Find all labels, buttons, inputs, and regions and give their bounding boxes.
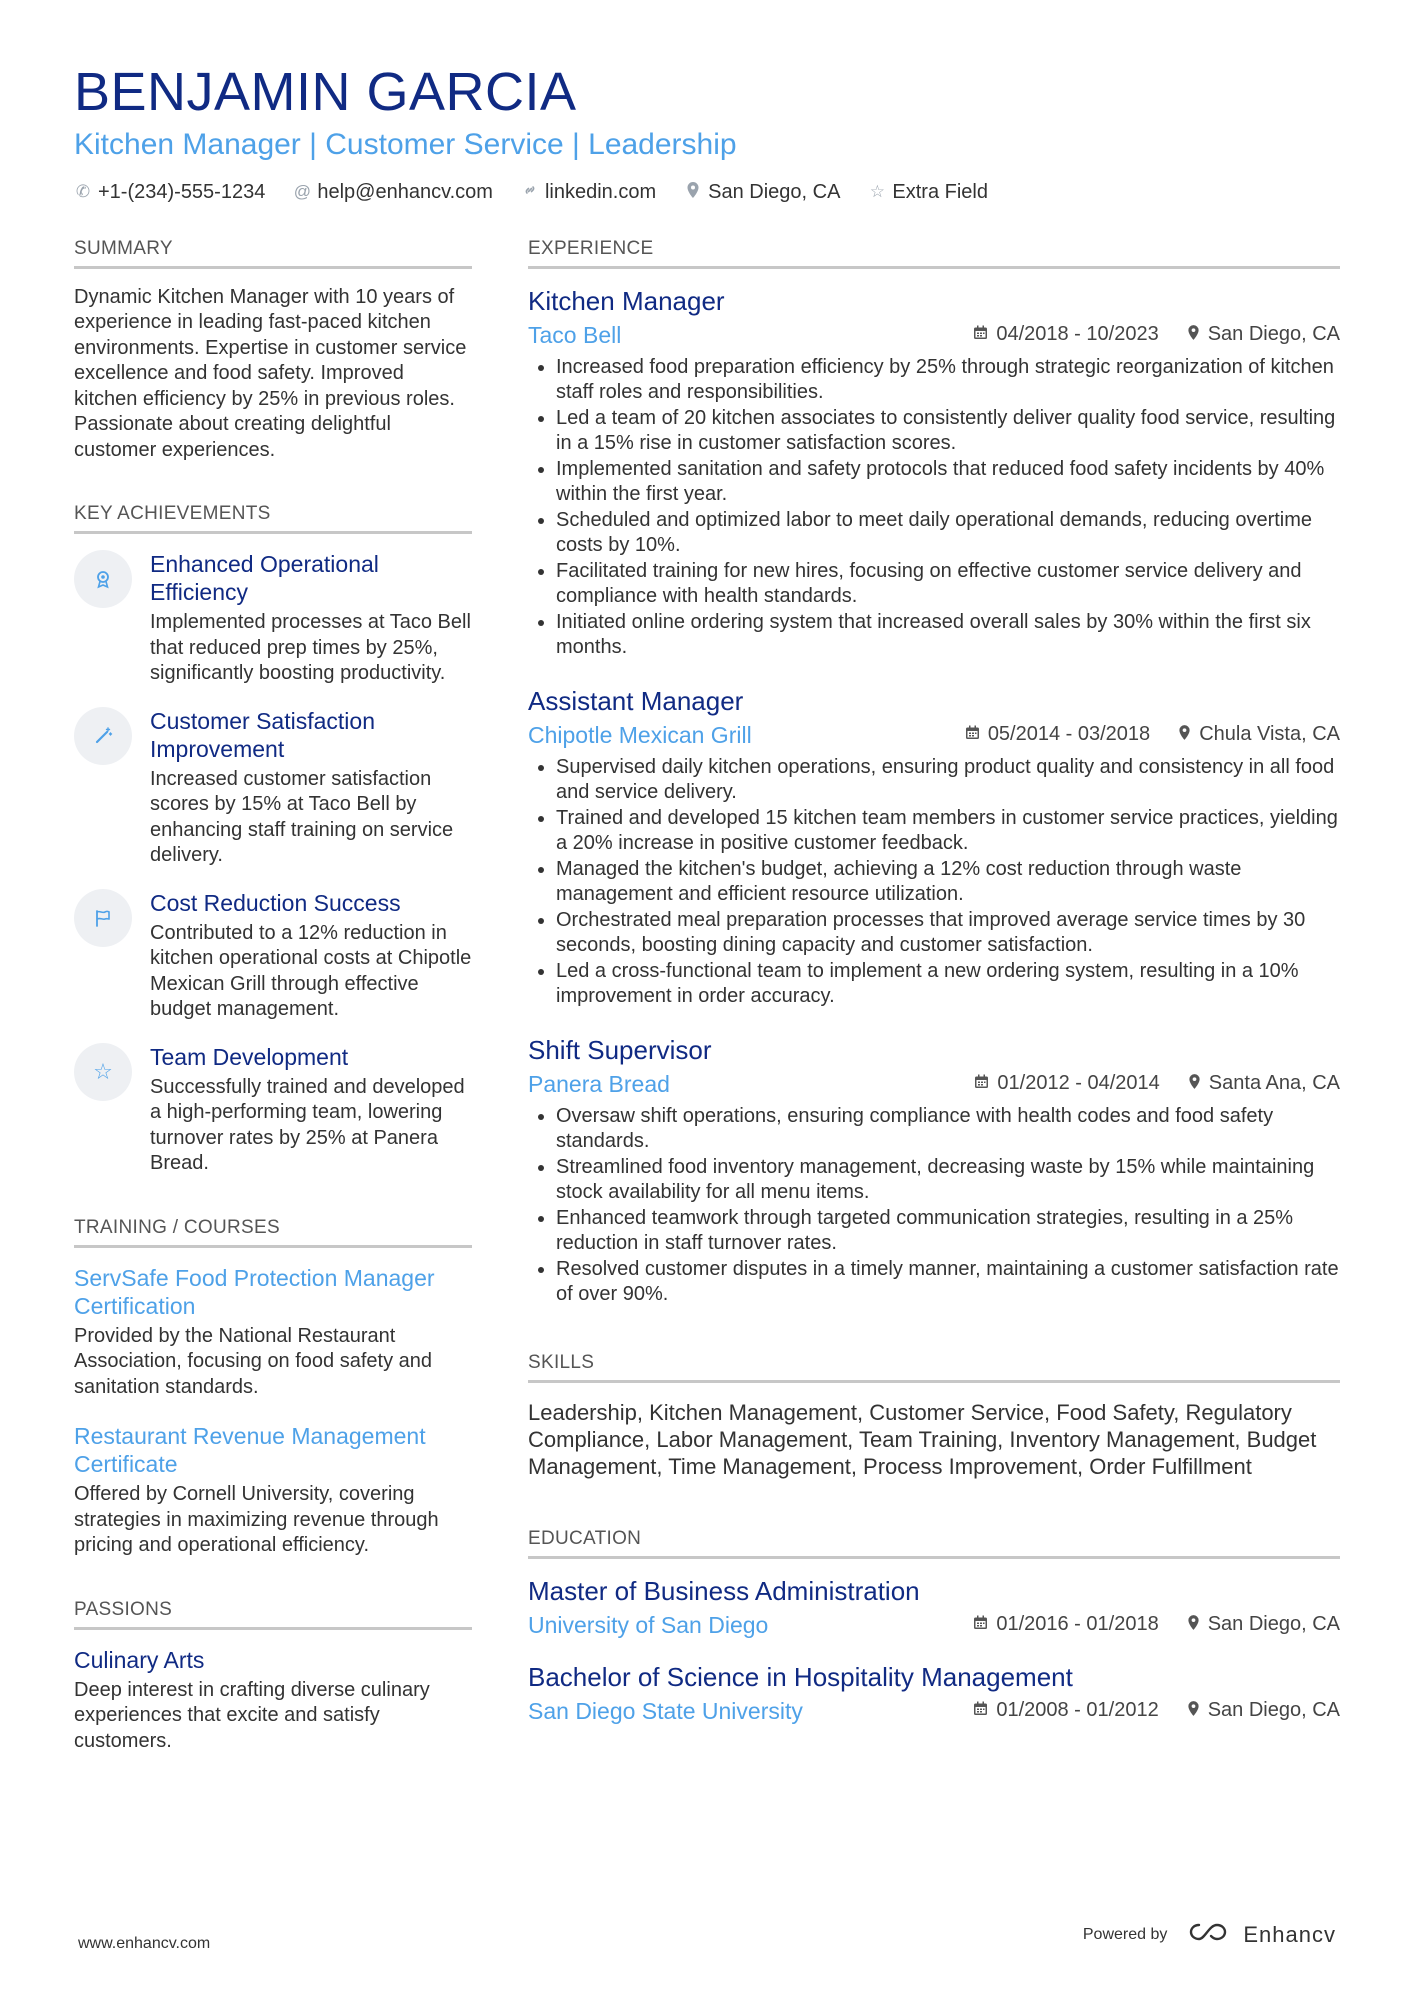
passion-desc: Deep interest in crafting diverse culinary experiences that excite and satisfy customers.: [74, 1678, 430, 1752]
achievement-desc: Implemented processes at Taco Bell that reduced prep times by 25%, significantly boosting productivity.: [150, 611, 471, 685]
school-name: San Diego State University: [528, 1697, 803, 1724]
dates-text: 01/2016 - 01/2018: [996, 1613, 1159, 1636]
job-dates: [965, 723, 1150, 746]
achievement-desc: Contributed to a 12% reduction in kitchen operational costs at Chipotle Mexican Grill through effective budget management.: [150, 921, 472, 1021]
company-name: Taco Bell: [528, 321, 622, 348]
contact-bar: [74, 181, 1344, 204]
contact-text: +1-(234)-555-1234: [98, 180, 266, 203]
location-pin-icon: [1178, 724, 1191, 746]
section-title: TRAINING / COURSES: [74, 1217, 472, 1248]
job-bullet: • Increased food preparation efficiency by 25% through strategic reorganization of kitchen staff roles and responsibilities.: [556, 355, 1340, 406]
job-entry: [528, 685, 1340, 1010]
achievement-desc: Successfully trained and developed a high-performing team, lowering turnover rates by 25% at Panera Bread.: [150, 1075, 465, 1175]
job-meta-right: [965, 723, 1340, 746]
achievements-section: [74, 503, 472, 1177]
medal-icon: [74, 550, 132, 608]
location-pin-icon: [1187, 1614, 1200, 1636]
skills-section: [528, 1352, 1340, 1480]
education-dates: [973, 1699, 1158, 1722]
magic-wand-icon: [74, 707, 132, 765]
calendar-icon: [973, 1701, 988, 1721]
powered-by-text: Powered by: [1082, 1926, 1168, 1943]
job-location: [1187, 323, 1340, 346]
section-title: SUMMARY: [74, 238, 472, 269]
right-column: [528, 238, 1340, 1795]
job-meta: [528, 1070, 1340, 1098]
job-location: [1178, 723, 1340, 746]
job-dates: [974, 1072, 1159, 1095]
dates-text: 01/2008 - 01/2012: [996, 1699, 1159, 1722]
job-bullets: [528, 1104, 1340, 1308]
dates-text: 05/2014 - 03/2018: [987, 723, 1151, 746]
course-item: [74, 1264, 472, 1401]
passion-title: Culinary Arts: [74, 1646, 205, 1673]
achievement-title: Cost Reduction Success: [150, 889, 401, 916]
job-meta: [528, 721, 1340, 749]
calendar-icon: [973, 325, 988, 345]
contact-text: help@enhancv.com: [317, 180, 493, 203]
location-pin-icon: [684, 181, 702, 204]
star-icon: ☆: [869, 182, 886, 202]
achievement-item: [74, 707, 472, 869]
location-text: San Diego, CA: [1207, 323, 1340, 346]
school-name: University of San Diego: [528, 1611, 769, 1638]
contact-text: Extra Field: [892, 180, 988, 203]
job-bullet: • Trained and developed 15 kitchen team members in customer service practices, yielding a 20% increase in positive customer feedback.: [556, 806, 1340, 857]
location-text: Santa Ana, CA: [1208, 1072, 1340, 1095]
skills-text: Leadership, Kitchen Management, Customer Service, Food Safety, Regulatory Compliance, Labor Management, Team Training, Inventory Management, Budget Management, Time Management, Process Improvement, Order Fulfillment: [528, 1399, 1317, 1479]
training-section: [74, 1217, 472, 1559]
brand-name: Enhancv: [1243, 1922, 1336, 1947]
job-bullet: • Facilitated training for new hires, focusing on effective customer service delivery and compliance with health standards.: [556, 559, 1340, 610]
contact-email[interactable]: [293, 181, 493, 204]
education-dates: [973, 1613, 1158, 1636]
job-entry: [528, 285, 1340, 661]
flag-icon: [74, 889, 132, 947]
job-bullet: • Enhanced teamwork through targeted communication strategies, resulting in a 25% reduction in staff turnover rates.: [556, 1206, 1340, 1257]
course-desc: Offered by Cornell University, covering strategies in maximizing revenue through pricing and operational efficiency.: [74, 1483, 439, 1557]
at-icon: @: [293, 182, 311, 202]
footer-branding: [1083, 1920, 1336, 1950]
contact-phone[interactable]: [74, 181, 265, 204]
education-entry: [528, 1575, 1340, 1639]
job-meta-right: [974, 1072, 1340, 1095]
degree-title: Bachelor of Science in Hospitality Management: [528, 1661, 1073, 1692]
education-meta: [528, 1611, 1340, 1639]
summary-text: Dynamic Kitchen Manager with 10 years of experience in leading fast-paced kitchen environments. Expertise in customer service excellence and food safety. Improved kitchen efficiency by 25% in previous roles. Passionate about creating delightful customer experiences.: [74, 285, 467, 461]
job-entry: [528, 1034, 1340, 1308]
location-text: Chula Vista, CA: [1199, 723, 1340, 746]
contact-text: San Diego, CA: [708, 180, 841, 203]
job-location: [1188, 1072, 1340, 1095]
section-title: EDUCATION: [528, 1528, 1340, 1559]
degree-title: Master of Business Administration: [528, 1575, 920, 1606]
contact-text: linkedin.com: [544, 180, 657, 203]
job-bullet: • Streamlined food inventory management, decreasing waste by 15% while maintaining stock availability for all menu items.: [556, 1155, 1340, 1206]
job-bullet: • Supervised daily kitchen operations, ensuring product quality and consistency in all food and service delivery.: [556, 755, 1340, 806]
dates-text: 04/2018 - 10/2023: [996, 323, 1159, 346]
job-bullet: • Initiated online ordering system that increased overall sales by 30% within the first six months.: [556, 610, 1340, 661]
infinity-logo-icon: [1187, 1920, 1233, 1950]
location-text: San Diego, CA: [1207, 1613, 1340, 1636]
job-meta-right: [973, 323, 1340, 346]
location-text: San Diego, CA: [1207, 1699, 1340, 1722]
education-meta: [528, 1697, 1340, 1725]
footer-website[interactable]: www.enhancv.com: [78, 1935, 211, 1952]
candidate-name: BENJAMIN GARCIA: [74, 62, 577, 122]
location-pin-icon: [1187, 324, 1200, 346]
job-bullet: • Led a team of 20 kitchen associates to consistently deliver quality food service, resulting in a 15% rise in customer satisfaction scores.: [556, 406, 1340, 457]
experience-section: [528, 238, 1340, 1308]
achievement-title: Customer Satisfaction Improvement: [150, 707, 375, 762]
achievement-item: [74, 1043, 472, 1177]
job-title: Assistant Manager: [528, 685, 744, 716]
course-desc: Provided by the National Restaurant Association, focusing on food safety and sanitation standards.: [74, 1324, 433, 1398]
section-title: EXPERIENCE: [528, 238, 1340, 269]
education-meta-right: [973, 1613, 1340, 1636]
contact-location: [684, 181, 840, 204]
dates-text: 01/2012 - 04/2014: [997, 1072, 1160, 1095]
job-bullets: [528, 355, 1340, 661]
education-section: [528, 1528, 1340, 1725]
section-title: KEY ACHIEVEMENTS: [74, 503, 472, 534]
location-pin-icon: [1188, 1073, 1201, 1095]
course-item: [74, 1422, 472, 1559]
job-bullet: • Managed the kitchen's budget, achieving a 12% cost reduction through waste management and efficient resource utilization.: [556, 857, 1340, 908]
company-name: Chipotle Mexican Grill: [528, 721, 752, 748]
achievement-item: [74, 889, 472, 1023]
section-title: SKILLS: [528, 1352, 1340, 1383]
job-bullet: • Orchestrated meal preparation processes that improved average service times by 30 seconds, boosting dining capacity and customer satisfaction.: [556, 908, 1340, 959]
link-icon: [521, 182, 539, 203]
job-bullet: • Oversaw shift operations, ensuring compliance with health codes and food safety standards.: [556, 1104, 1340, 1155]
section-title: PASSIONS: [74, 1599, 472, 1630]
education-location: [1187, 1699, 1340, 1722]
course-title: ServSafe Food Protection Manager Certification: [74, 1264, 435, 1319]
phone-icon: ✆: [75, 182, 91, 202]
passions-section: [74, 1599, 472, 1755]
contact-extra: [868, 181, 988, 204]
job-bullet: • Resolved customer disputes in a timely manner, maintaining a customer satisfaction rate of over 90%.: [556, 1257, 1340, 1308]
education-meta-right: [973, 1699, 1340, 1722]
calendar-icon: [974, 1074, 989, 1094]
left-column: [74, 238, 472, 1795]
job-bullets: [528, 755, 1340, 1010]
job-meta: [528, 321, 1340, 349]
achievement-desc: Increased customer satisfaction scores by 15% at Taco Bell by enhancing staff training on service delivery.: [150, 767, 454, 867]
star-icon: ☆: [74, 1043, 132, 1101]
location-pin-icon: [1187, 1700, 1200, 1722]
education-location: [1187, 1613, 1340, 1636]
calendar-icon: [973, 1615, 988, 1635]
content-columns: [74, 238, 1344, 1795]
achievement-item: [74, 550, 472, 687]
job-title: Kitchen Manager: [528, 285, 725, 316]
education-entry: [528, 1661, 1340, 1725]
job-bullet: • Scheduled and optimized labor to meet daily operational demands, reducing overtime costs by 10%.: [556, 508, 1340, 559]
job-title: Shift Supervisor: [528, 1034, 712, 1065]
headline: Kitchen Manager | Customer Service | Leadership: [74, 127, 737, 161]
achievement-title: Enhanced Operational Efficiency: [150, 551, 379, 606]
contact-linkedin[interactable]: [521, 181, 656, 204]
enhancv-logo[interactable]: [1187, 1920, 1336, 1950]
calendar-icon: [965, 725, 980, 745]
course-title: Restaurant Revenue Management Certificate: [74, 1423, 426, 1478]
achievement-title: Team Development: [150, 1043, 349, 1070]
summary-section: [74, 238, 472, 464]
company-name: Panera Bread: [528, 1070, 670, 1097]
job-dates: [973, 323, 1158, 346]
job-bullet: • Implemented sanitation and safety protocols that reduced food safety incidents by 40% within the first year.: [556, 457, 1340, 508]
job-bullet: • Led a cross-functional team to implement a new ordering system, resulting in a 10% improvement in order accuracy.: [556, 959, 1340, 1010]
